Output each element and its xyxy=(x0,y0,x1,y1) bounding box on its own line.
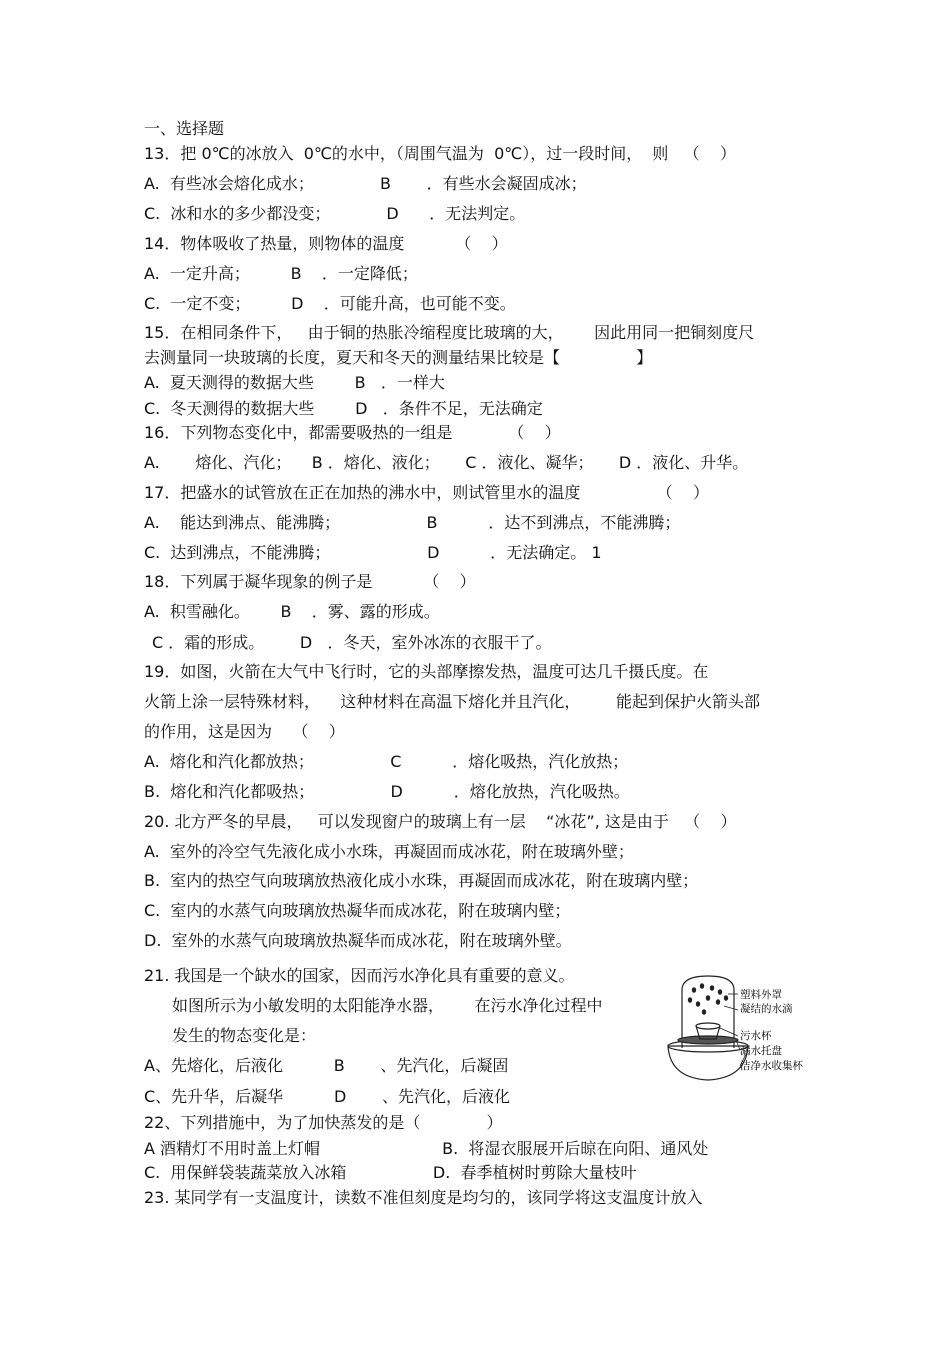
tray xyxy=(678,1036,738,1044)
question-19-options-ac: A. 熔化和汽化都放热； C ．熔化吸热，汽化放热； xyxy=(144,752,629,771)
water-drops xyxy=(688,983,728,1015)
question-18-options-cd: C ．霜的形成。 D ．冬天，室外冰冻的衣服干了。 xyxy=(152,633,552,652)
question-20-option-c: C. 室内的水蒸气向玻璃放热凝华而成冰花，附在玻璃内壁； xyxy=(144,901,571,920)
question-15-line-1: 15．在相同条件下， 由于铜的热胀冷缩程度比玻璃的大， 因此用同一把铜刻度尺 xyxy=(144,323,755,342)
question-16: 16．下列物态变化中，都需要吸热的一组是 （ ） xyxy=(144,423,561,442)
question-23: 23. 某同学有一支温度计，读数不准但刻度是均匀的，该同学将这支温度计放入 xyxy=(144,1188,703,1207)
question-21-options-cd: C、先升华，后凝华 D 、先汽化，后液化 xyxy=(144,1087,510,1106)
question-21-options-ab: A、先熔化，后液化 B 、先汽化，后凝固 xyxy=(144,1056,509,1075)
question-17-options-cd: C. 达到沸点，不能沸腾； D ．无法确定。 1 xyxy=(144,543,602,562)
collector-cup xyxy=(668,1046,748,1080)
label-cup: 污水杯 xyxy=(740,1030,772,1042)
label-cover: 塑料外罩 xyxy=(740,989,782,1001)
question-20-option-b: B. 室内的热空气向玻璃放热液化成小水珠，再凝固而成冰花，附在玻璃内壁； xyxy=(144,871,699,890)
question-20-option-d: D. 室外的水蒸气向玻璃放热凝华而成冰花，附在玻璃外壁。 xyxy=(144,931,572,950)
question-14: 14．物体吸收了热量，则物体的温度 （ ） xyxy=(144,234,508,253)
question-18: 18．下列属于凝华现象的例子是 （ ） xyxy=(144,572,476,591)
question-14-options-cd: C. 一定不变； D ．可能升高，也可能不变。 xyxy=(144,294,516,313)
question-15-options-ab: A. 夏天测得的数据大些 B ．一样大 xyxy=(144,373,445,392)
question-20-option-a: A. 室外的冷空气先液化成小水珠，再凝固而成冰花，附在玻璃外壁； xyxy=(144,842,634,861)
question-13: 13．把 0℃的冰放入 0℃的水中，（周围气温为 0℃），过一段时间， 则 （ ） xyxy=(144,144,737,163)
question-19-line-2: 火箭上涂一层特殊材料， 这种材料在高温下熔化并且汽化， 能起到保护火箭头部 xyxy=(144,692,760,711)
question-21-line-1: 21. 我国是一个缺水的国家，因而污水净化具有重要的意义。 xyxy=(144,966,575,985)
section-title: 一、选择题 xyxy=(144,119,225,138)
solar-purifier-figure xyxy=(660,968,830,1088)
question-13-options-ab: A. 有些冰会熔化成水； B ．有些水会凝固成冰； xyxy=(144,174,587,193)
question-15-options-cd: C. 冬天测得的数据大些 D ．条件不足，无法确定 xyxy=(144,399,543,418)
dirty-water-cup-rim xyxy=(696,1023,720,1029)
question-19-line-3: 的作用，这是因为 （ ） xyxy=(144,722,345,741)
question-15-line-2: 去测量同一块玻璃的长度，夏天和冬天的测量结果比较是【 】 xyxy=(144,348,653,367)
question-18-options-ab: A. 积雪融化。 B ．雾、露的形成。 xyxy=(144,602,440,621)
question-20: 20. 北方严冬的早晨， 可以发现窗户的玻璃上有一层 “冰花”, 这是由于 （ ） xyxy=(144,812,737,831)
question-14-options-ab: A. 一定升高； B ．一定降低； xyxy=(144,264,418,283)
question-19-line-1: 19．如图，火箭在大气中飞行时，它的头部摩擦发热，温度可达几千摄氏度。在 xyxy=(144,662,709,681)
label-tray: 漏水托盘 xyxy=(740,1045,782,1057)
question-13-options-cd: C. 冰和水的多少都没变； D ．无法判定。 xyxy=(144,204,526,223)
question-21-line-2: 如图所示为小敏发明的太阳能净水器， 在污水净化过程中 xyxy=(172,996,603,1015)
question-22: 22、下列措施中，为了加快蒸发的是（ ） xyxy=(144,1113,503,1132)
label-collector: 洁净水收集杯 xyxy=(740,1060,803,1072)
question-21-line-3: 发生的物态变化是： xyxy=(172,1026,317,1045)
question-22-options-ab: A 酒精灯不用时盖上灯帽 B. 将湿衣服展开后晾在向阳、通风处 xyxy=(144,1139,709,1158)
question-16-options: A. 熔化、汽化； B ．熔化、液化； C ．液化、凝华； D ．液化、升华。 xyxy=(144,453,749,472)
question-22-options-cd: C. 用保鲜袋装蔬菜放入冰箱 D. 春季植树时剪除大量枝叶 xyxy=(144,1163,637,1182)
label-drops: 凝结的水滴 xyxy=(740,1003,793,1015)
question-19-options-bd: B. 熔化和汽化都吸热； D ．熔化放热，汽化吸热。 xyxy=(144,782,630,801)
question-17-options-ab: A. 能达到沸点、能沸腾； B ．达不到沸点，不能沸腾； xyxy=(144,513,681,532)
question-17: 17．把盛水的试管放在正在加热的沸水中，则试管里水的温度 （ ） xyxy=(144,483,709,502)
